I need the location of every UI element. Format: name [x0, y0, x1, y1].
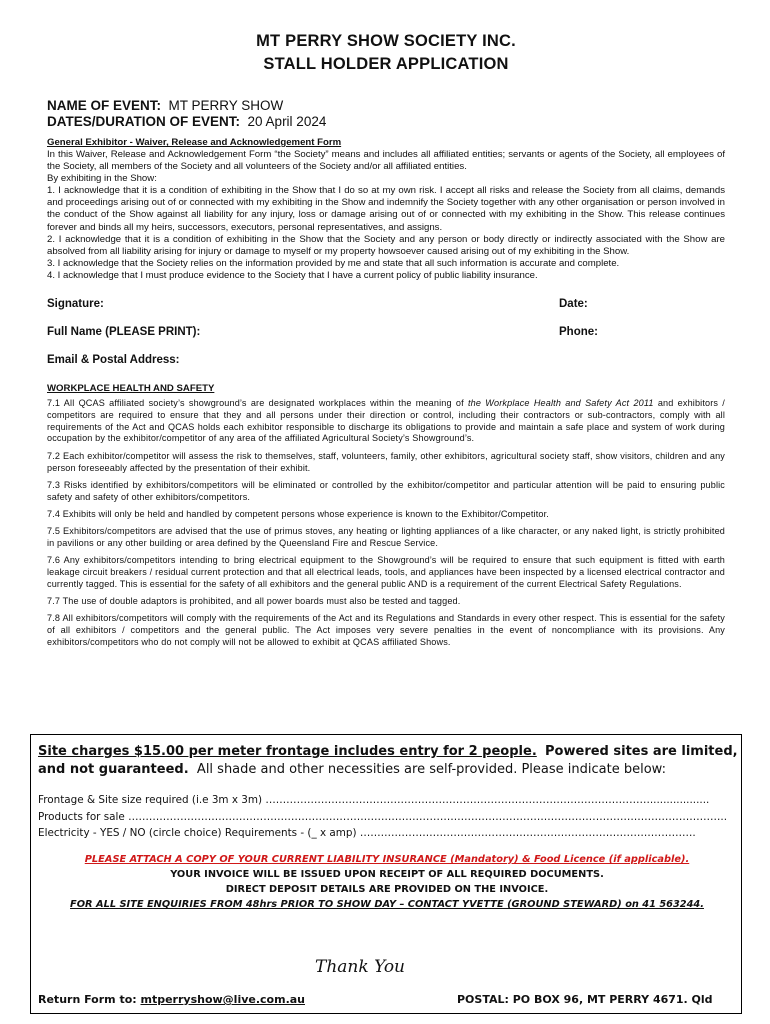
- insurance-notice: PLEASE ATTACH A COPY OF YOUR CURRENT LIABILITY INSURANCE (Mandatory) & Food Licence (if applicable).: [84, 854, 690, 865]
- form-title: STALL HOLDER APPLICATION: [263, 55, 509, 73]
- return-label: Return Form to:: [38, 993, 141, 1006]
- event-info: [47, 98, 725, 130]
- waiver-clause-4: 4. I acknowledge that I must produce evidence to the Society that I have a current policy of public liability insurance.: [47, 269, 538, 281]
- email-address-label: Email & Postal Address:: [47, 354, 180, 367]
- waiver-heading: General Exhibitor - Waiver, Release and Acknowledgement Form: [47, 137, 342, 148]
- whs-heading: WORKPLACE HEALTH AND SAFETY: [47, 383, 215, 395]
- whs-clause-7-2: 7.2 Each exhibitor/competitor will assess the risk to themselves, staff, volunteers, family, other exhibitors, agricultural society staff, show visitors, children and any person foreseeably affected by the presentation of their exhibit.: [47, 450, 725, 473]
- invoice-notice: YOUR INVOICE WILL BE ISSUED UPON RECEIPT OF ALL REQUIRED DOCUMENTS.: [170, 869, 604, 880]
- self-provided-note: All shade and other necessities are self-provided. Please indicate below:: [196, 762, 666, 777]
- event-name-label: NAME OF EVENT:: [47, 98, 162, 113]
- whs-clause-7-3: 7.3 Risks identified by exhibitors/competitors will be eliminated or controlled by the exhibitor/competitor and particular attention will be paid to ensuring public safety and safety of other exhibitors/competitors.: [47, 479, 725, 502]
- whs-section: [47, 398, 725, 649]
- whs-clause-7-5: 7.5 Exhibitors/competitors are advised that the use of primus stoves, any heating or lighting appliances of a like character, or any naked light, is strictly prohibited in pavilions or any other building or area defined by the Queensland Fire and Rescue Service.: [47, 526, 725, 548]
- event-dates-value: 20 April 2024: [247, 114, 327, 129]
- whs-clause-7-6: 7.6 Any exhibitors/competitors intending to bring electrical equipment to the Showground’s will be required to ensure that such equipment is fitted with earth leakage circuit breakers / residual current protection and that all electrical leads, tools, and appliances have been inspected by a licensed electrical contractor and currently tagged. This is essential for the safety of all exhibitors and the general public AND is a requirement of the current Electrical Safety Regulations.: [47, 555, 725, 589]
- waiver-clause-3: 3. I acknowledge that the Society relies on the information provided by me and state that all such information is accurate and complete.: [47, 257, 620, 269]
- email-row: [47, 354, 725, 372]
- whs-clause-7-1: 7.1 All QCAS affiliated society’s showground’s are designated workplaces within the meaning of the Workplace Health and Safety Act 2011 and exhibitors / competitors are required to ensure that they and all persons under their direction or control, including their contractors or sub-contractors, comply with all requirements of the Act and QCAS holds each exhibitor responsible to discharge its obligations to provide and maintain a safe place and system of work during occupation by the exhibitor/competitor of any area of the affiliated Agricultural Society’s Showground’s.: [47, 398, 725, 444]
- postal-address: POSTAL: PO BOX 96, MT PERRY 4671. Qld: [457, 993, 713, 1006]
- frontage-field[interactable]: Frontage & Site size required (i.e 3m x 3m) …………………………………………………………………………………………………..................: [38, 794, 710, 806]
- signature-row: [47, 298, 725, 326]
- deposit-notice: DIRECT DEPOSIT DETAILS ARE PROVIDED ON THE INVOICE.: [225, 884, 549, 895]
- waiver-intro: In this Waiver, Release and Acknowledgement Form “the Society” means and includes all affiliated entities; servants or agents of the Society, all employees of the Society, all members of the Society and all volunteers of the Society and/or all affiliated entities.: [47, 149, 725, 173]
- signature-label: Signature:: [47, 298, 104, 311]
- whs-clause-7-7: 7.7 The use of double adaptors is prohibited, and all power boards must also be tested and tagged.: [47, 596, 461, 607]
- full-name-label: Full Name (PLEASE PRINT):: [47, 326, 201, 339]
- thank-you-signature: Thank You: [315, 957, 406, 977]
- return-form-line: [38, 993, 305, 1006]
- enquiries-notice: FOR ALL SITE ENQUIRIES FROM 48hrs PRIOR TO SHOW DAY – CONTACT YVETTE (GROUND STEWARD) on 41 563244.: [70, 899, 704, 910]
- site-charges-text: [38, 743, 738, 779]
- site-charges-box: [30, 734, 742, 1014]
- whs-clause-7-4: 7.4 Exhibits will only be held and handled by competent persons whose experience is known to the Exhibitor/Competitor.: [47, 508, 549, 519]
- site-charges-underlined: Site charges $15.00 per meter frontage includes entry for 2 people.: [38, 744, 537, 759]
- name-row: [47, 326, 725, 354]
- return-email-link[interactable]: mtperryshow@live.com.au: [140, 993, 305, 1006]
- date-label: Date:: [559, 298, 588, 311]
- requirement-lines: [38, 792, 734, 842]
- whs-clause-7-8: 7.8 All exhibitors/competitors will comply with the requirements of the Act and its Regulations and Standards in every other respect. This is essential for the safety of all exhibitors / competitors and the general public. The Act imposes very severe penalties in the event of noncompliance with its provisions. Any exhibitors/competitors who do not comply will not be allowed to exhibit at QCAS affiliated Shows.: [47, 613, 725, 648]
- event-dates-label: DATES/DURATION OF EVENT:: [47, 114, 241, 129]
- electricity-field[interactable]: Electricity - YES / NO (circle choice) Requirements - (_ x amp) …………………………………………………………………………………….: [38, 827, 696, 839]
- event-name-value: MT PERRY SHOW: [168, 98, 284, 113]
- waiver-clause-1: 1. I acknowledge that it is a condition of exhibiting in the Show that I do so at my own risk. I accept all risks and release the Society from all claims, demands and proceedings arising out of or connected with my exhibiting in the Show and indemnify the Society together with any other organisation or person involved in the conduct of the Show against all liability for any injury, loss or damage arising out of or connected with my exhibiting in the Show. This release continues forever and binds all my heirs, successors, executors, personal representatives, and assigns.: [47, 185, 725, 233]
- powered-sites-note: Powered sites are limited, and not guaranteed.: [38, 744, 738, 777]
- application-form: [47, 30, 725, 654]
- products-field[interactable]: Products for sale ………………………………………………………………………………………………………………………………………………………..: [38, 810, 727, 823]
- waiver-clause-2: 2. I acknowledge that it is a condition of exhibiting in the Show that the Society and any person or body directly or indirectly associated with the Show are absolved from all liability arising for injury or damage to myself or my property howsoever caused arising out of my exhibiting in the Show.: [47, 233, 725, 257]
- waiver-by: By exhibiting in the Show:: [47, 173, 157, 185]
- phone-label: Phone:: [559, 326, 598, 339]
- society-title: MT PERRY SHOW SOCIETY INC.: [256, 32, 516, 50]
